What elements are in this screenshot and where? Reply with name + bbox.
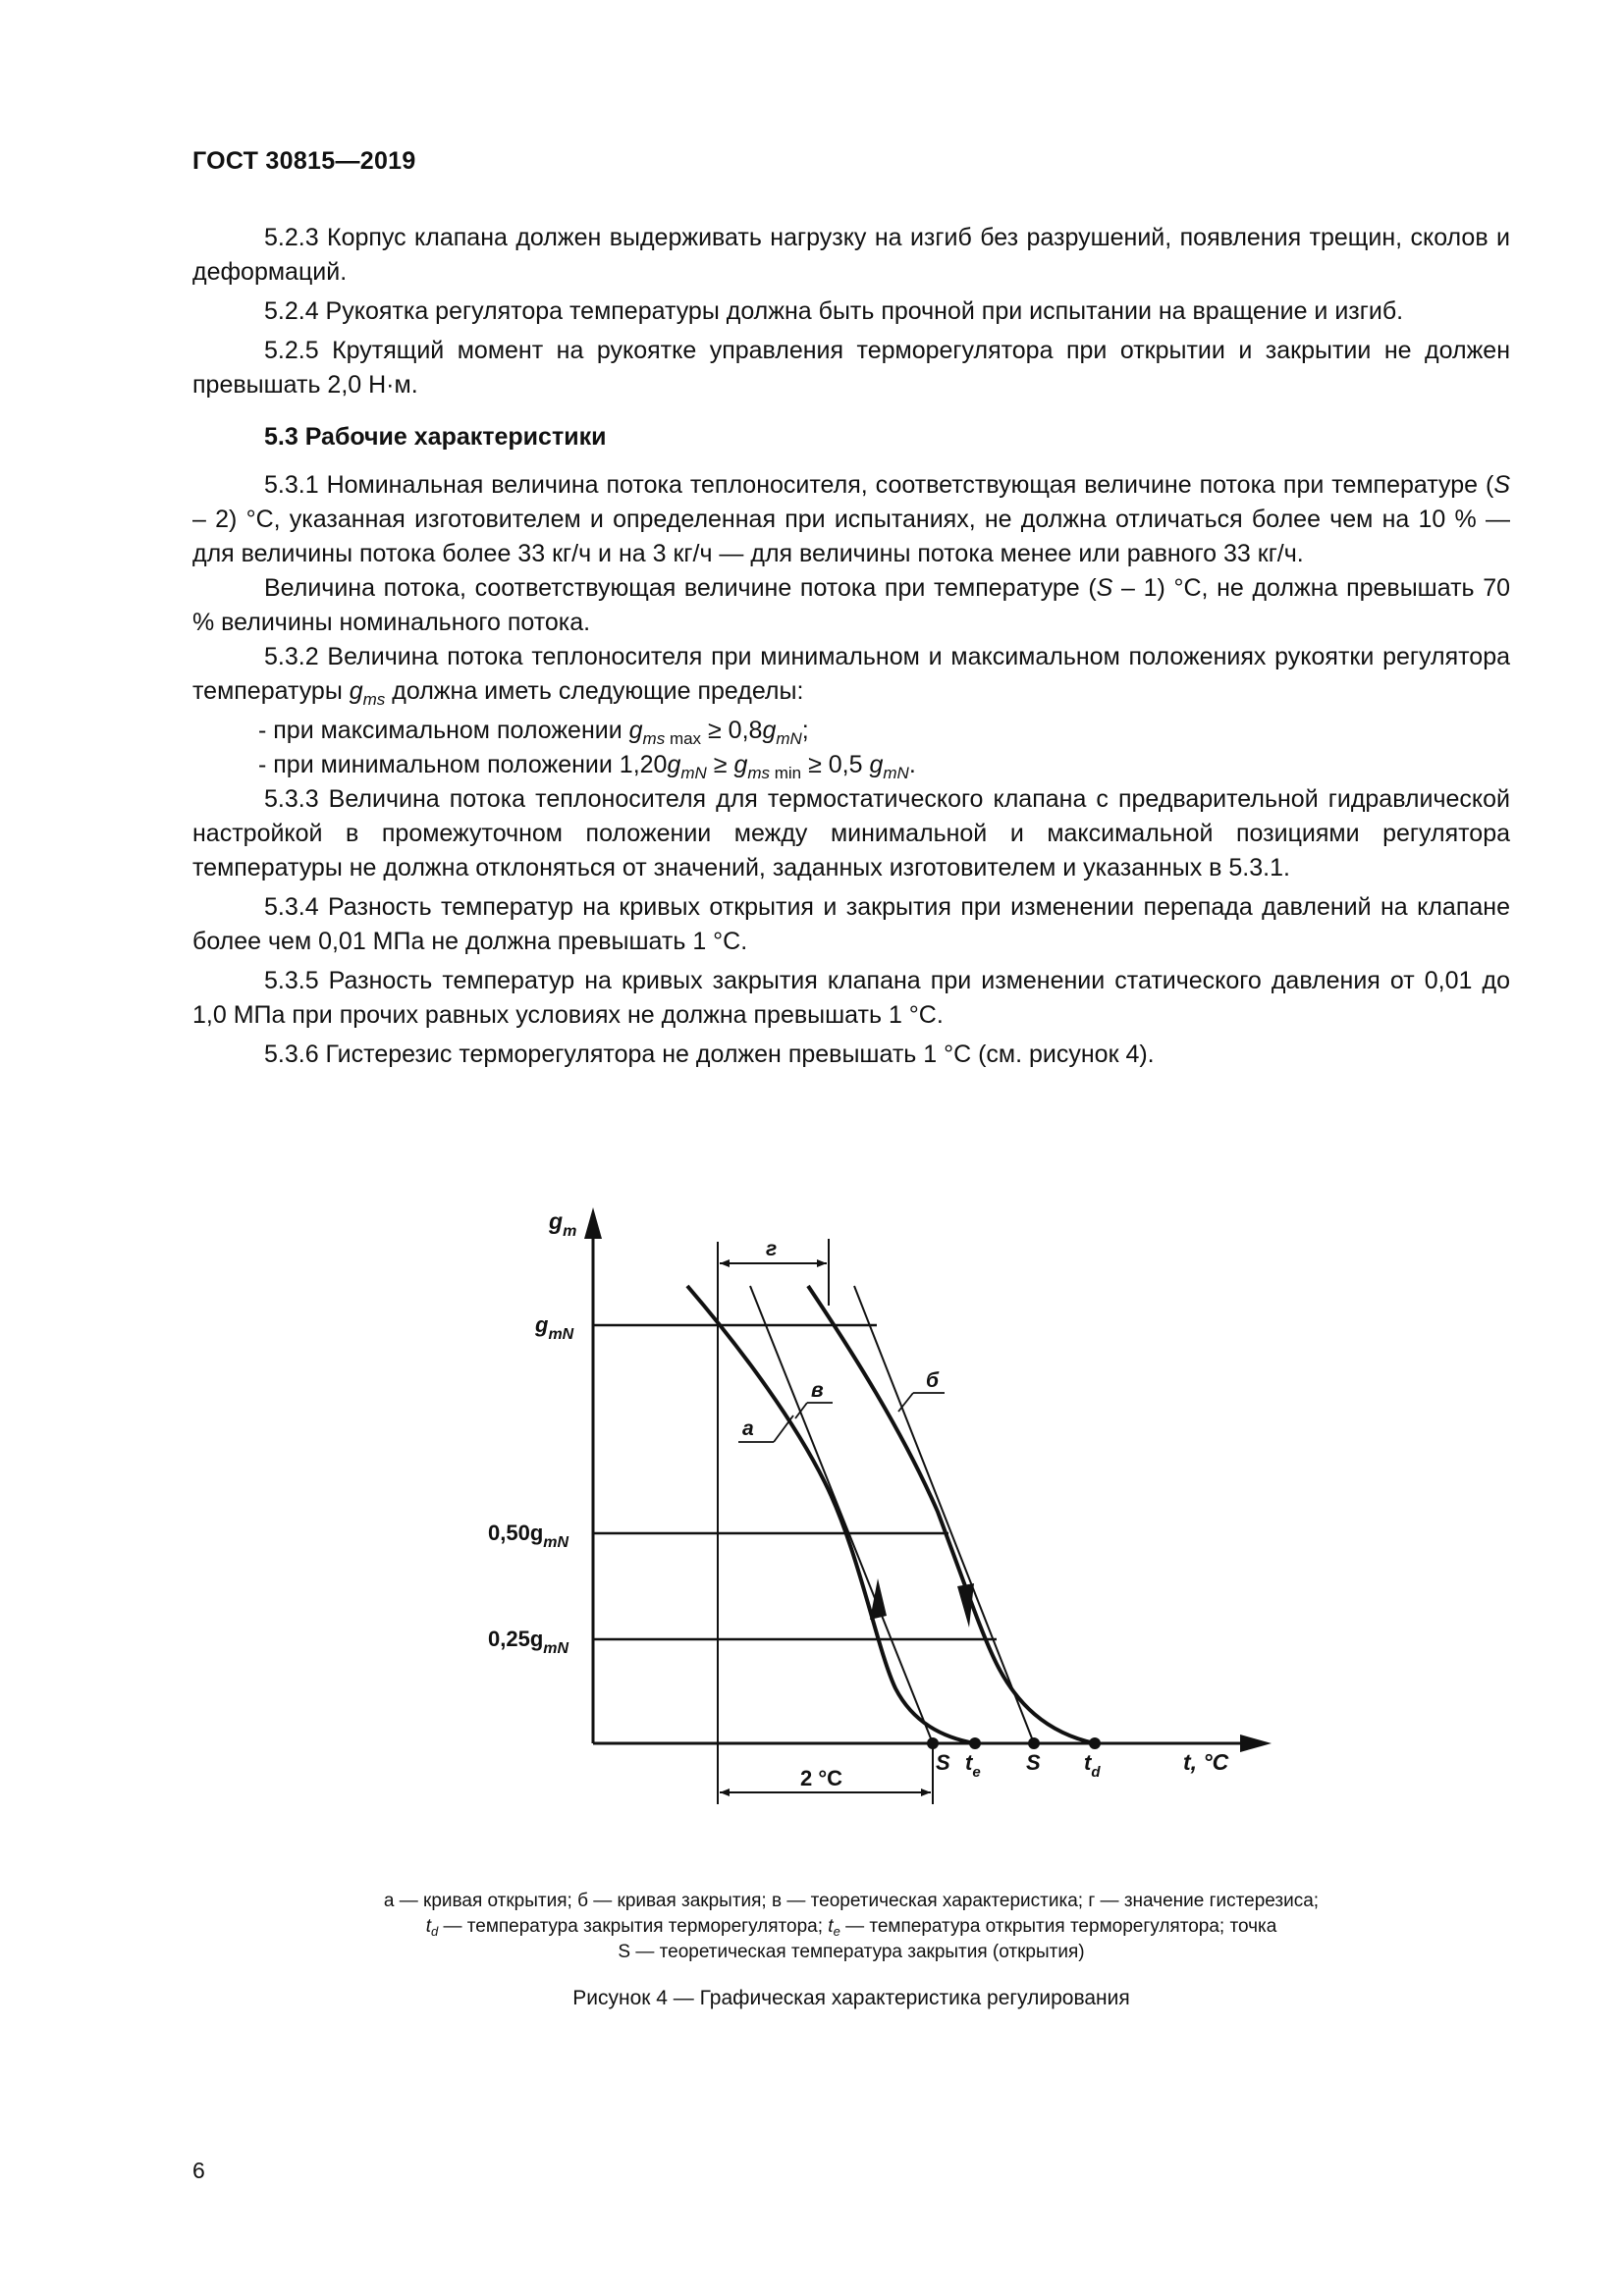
leader-a-diag bbox=[774, 1415, 793, 1442]
x-axis-label: t, °C bbox=[1183, 1749, 1229, 1775]
paragraph-5-3-4: 5.3.4 Разность температур на кривых открытия и закрытия при изменении перепада давлений на клапане более чем 0,01 МПа не должна превышать 1 °С. bbox=[192, 893, 1510, 955]
figure-caption: Рисунок 4 — Графическая характеристика регулирования bbox=[572, 1987, 1130, 2009]
point-td bbox=[1089, 1737, 1101, 1749]
closing-curve bbox=[808, 1286, 1095, 1743]
paragraph-5-3-2: 5.3.2 Величина потока теплоносителя при минимальном и максимальном положениях рукоятки регулятора температуры $g_{ms}$ должна иметь следующие пределы: bbox=[192, 643, 1510, 709]
theoretical-line-right bbox=[854, 1286, 1034, 1743]
level-label-025: $0,25g_{mN}$ bbox=[488, 1627, 569, 1657]
paragraph-5-2-5: 5.2.5 Крутящий момент на рукоятке управления терморегулятора при открытии и закрытии не должен превышать 2,0 Н·м. bbox=[192, 337, 1510, 399]
legend-line-2: $t_d$ — температура закрытия терморегулятора; $t_e$ — температура открытия терморегулятора; точка bbox=[425, 1916, 1277, 1939]
paragraph-5-3-3: 5.3.3 Величина потока теплоносителя для термостатического клапана с предварительной гидравлической настройкой в промежуточном положении между минимальной и максимальной позициями регулятора температуры не должна отклоняться от значений, заданных изготовителем и указанных в 5.3.1. bbox=[192, 785, 1510, 881]
page-number: 6 bbox=[192, 2158, 205, 2183]
opening-curve bbox=[687, 1286, 975, 1743]
figure-legend bbox=[192, 1889, 1510, 1965]
opening-curve-arrow bbox=[870, 1578, 887, 1620]
point-s1 bbox=[927, 1737, 939, 1749]
legend-line-3: S — теоретическая температура закрытия (открытия) bbox=[618, 1942, 1085, 1962]
paragraph-5-3-6: 5.3.6 Гистерезис терморегулятора не должен превышать 1 °С (см. рисунок 4). bbox=[264, 1041, 1155, 1068]
paragraph-5-2-4: 5.2.4 Рукоятка регулятора температуры должна быть прочной при испытании на вращение и изгиб. bbox=[264, 297, 1404, 325]
curve-label-v: в bbox=[811, 1379, 824, 1402]
x-mark-s2: S bbox=[1026, 1750, 1041, 1775]
y-axis-arrow bbox=[584, 1207, 602, 1239]
paragraph-5-2-3: 5.2.3 Корпус клапана должен выдерживать нагрузку на изгиб без разрушений, появления трещин, сколов и деформаций. bbox=[192, 224, 1510, 286]
level-label-050: $0,50g_{mN}$ bbox=[488, 1521, 569, 1551]
x-mark-te: $t_e$ bbox=[965, 1750, 981, 1781]
curve-label-a: а bbox=[742, 1417, 754, 1440]
legend-line-1: а — кривая открытия; б — кривая закрытия; в — теоретическая характеристика; г — значение гистерезиса; bbox=[383, 1891, 1320, 1911]
section-heading-5-3: 5.3 Рабочие характеристики bbox=[264, 423, 607, 451]
paragraph-5-3-1: 5.3.1 Номинальная величина потока теплоносителя, соответствующая величине потока при температуре (S – 2) °С, указанная изготовителем и определенная при испытаниях, не должна отличаться более чем на 10 % — для величины потока более 33 кг/ч и на 3 кг/ч — для величины потока менее или равного 33 кг/ч. bbox=[192, 471, 1510, 567]
x-mark-td: $t_d$ bbox=[1084, 1750, 1101, 1781]
point-s2 bbox=[1028, 1737, 1040, 1749]
curve-label-g: г bbox=[766, 1238, 778, 1260]
point-te bbox=[969, 1737, 981, 1749]
list-item-max: - при максимальном положении $g_{ms max} \ge 0,8g_{mN}$; bbox=[258, 717, 809, 748]
level-label-gmn: $g_{mN}$ bbox=[535, 1312, 574, 1343]
theoretical-line-left bbox=[750, 1286, 933, 1743]
x-mark-s1: S bbox=[936, 1750, 950, 1775]
paragraph-5-3-1-continued: Величина потока, соответствующая величине потока при температуре (S – 1) °С, не должна превышать 70 % величины номинального потока. bbox=[192, 574, 1511, 636]
closing-curve-arrow bbox=[957, 1583, 974, 1628]
dimension-label-2c: 2 °C bbox=[800, 1766, 843, 1790]
paragraph-5-3-5: 5.3.5 Разность температур на кривых закрытия клапана при изменении статического давления от 0,01 до 1,0 МПа при прочих равных условиях не должна превышать 1 °С. bbox=[192, 967, 1510, 1029]
x-axis-arrow bbox=[1240, 1735, 1272, 1752]
curve-label-b: б bbox=[926, 1369, 940, 1392]
list-item-min: - при минимальном положении $1,20g_{mN} \ge g_{ms min} \ge 0,5$ $g_{mN}$. bbox=[258, 751, 916, 782]
document-header: ГОСТ 30815—2019 bbox=[192, 147, 416, 175]
y-axis-label: $g_m$ bbox=[549, 1208, 577, 1240]
